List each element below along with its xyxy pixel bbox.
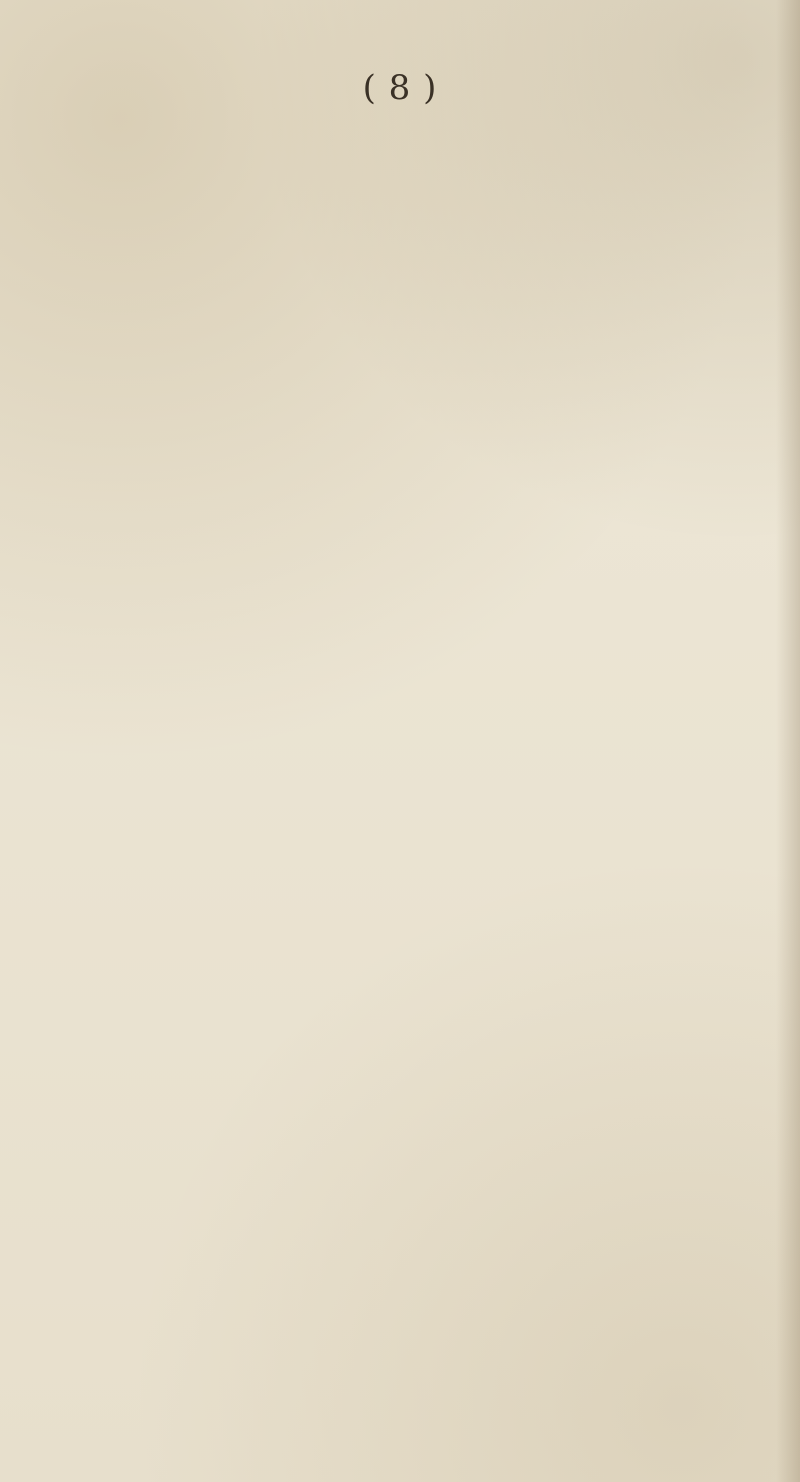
- page-number: ( 8 ): [362, 68, 438, 108]
- page-edge-shadow: [776, 0, 800, 1482]
